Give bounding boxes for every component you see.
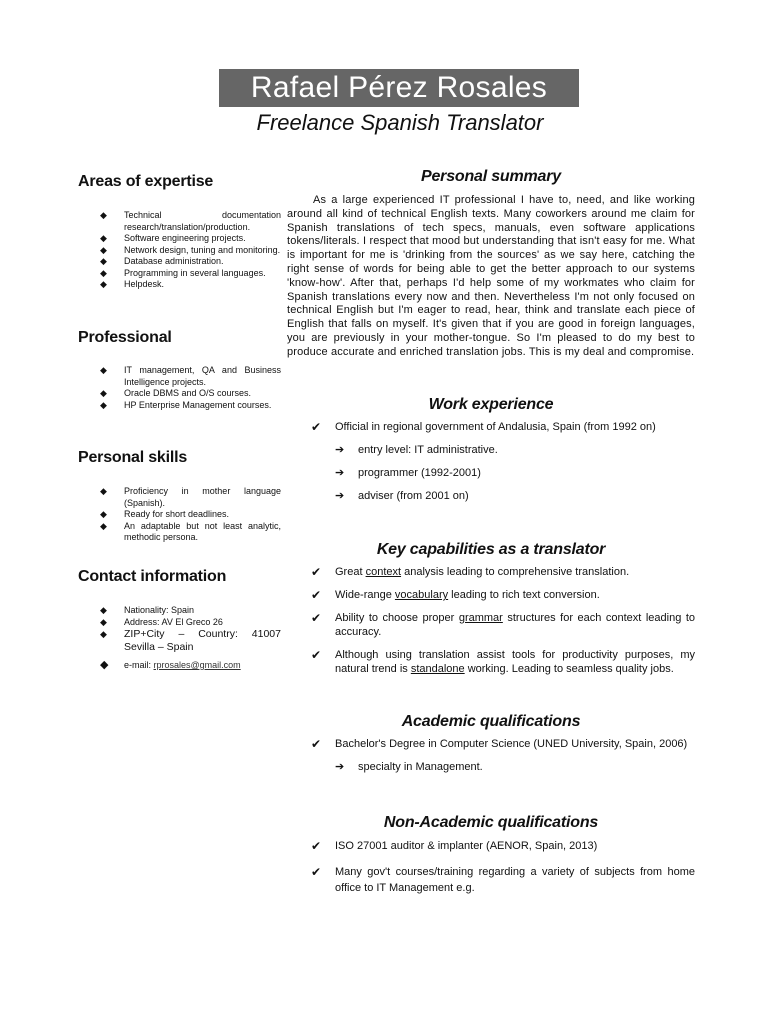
bullet-icon: ◆ [100,629,107,639]
list-item: ◆ ZIP+City – Country: 41007 Sevilla – Spain [100,628,281,653]
work-sub-item: ➔ programmer (1992-2001) [335,467,481,479]
capabilities-section [287,541,695,676]
arrow-icon: ➔ [335,761,345,773]
check-icon: ✔ [311,865,322,879]
work-sub-item: ➔ adviser (from 2001 on) [335,490,469,502]
full-name: Rafael Pérez Rosales [250,71,548,104]
bullet-icon: ◆ [100,279,107,289]
check-icon: ✔ [311,420,322,434]
check-icon: ✔ [311,588,322,602]
bullet-icon: ◆ [100,267,107,278]
nonacademic-section [287,814,695,896]
list-item: ✔ Ability to choose proper grammar structures for each context leading to accuracy. [311,611,695,638]
academic-section [287,713,695,774]
areas-list [78,210,281,291]
list-item: ◆ Programming in several languages. [100,267,266,278]
list-item: ◆ Nationality: Spain [100,605,195,615]
areas-section [78,173,281,291]
list-item: ◆ Network design, tuning and monitoring. [100,244,281,255]
academic-list [287,737,695,751]
academic-sub-item: ➔ specialty in Management. [335,761,483,773]
bullet-icon: ◆ [100,399,107,410]
professional-heading: Professional [78,329,172,346]
bullet-icon: ◆ [100,509,107,519]
list-item: ✔ Great context analysis leading to comprehensive translation. [311,565,630,579]
skills-section [78,449,281,544]
list-item: ◆ Ready for short deadlines. [100,509,230,519]
contact-section [78,568,281,672]
name-banner [219,69,579,107]
check-icon: ✔ [311,839,322,853]
list-item: ✔ Wide-range vocabulary leading to rich text conversion. [311,588,600,602]
list-item: ◆ Database administration. [100,256,224,266]
work-sub-item: ➔ entry level: IT administrative. [335,444,498,456]
list-item: ◆ Address: AV El Greco 26 [100,616,223,627]
list-item: ◆ IT management, QA and Business Intelligence projects. [100,365,281,387]
work-heading: Work experience [428,396,554,413]
contact-list [78,605,281,672]
skills-list [78,486,281,544]
capabilities-list [287,565,695,676]
summary-text: As a large experienced IT professional I have to, need, and like working around all kind of technical English texts. Many coworkers around me claim for Spanish translations of tech specs, manuals, even software applications tokens/literals. I respect that mood but understanding that isn't easy for me. What is important for me is 'drinking from the sources' as we say here, catching the right sense of words for being able to get the better approach to our systems 'know-how'. After that, perhaps I'd help some of my workmates who claim for Spanish translations every now and then. Nevertheless I'm not only focused on technical English but I'm eager to read, hear, think and translate each piece of English that falls on myself. It's given that if you are good in foreign languages, you are previously in your mother-tongue. So I'm pleased to do my best to produce accurate and enriched translation jobs. This is my deal and compromise. [287,194,695,358]
bullet-icon: ◆ [100,210,107,220]
nonacademic-heading: Non-Academic qualifications [383,814,599,831]
summary-heading: Personal summary [421,168,561,185]
check-icon: ✔ [311,648,322,662]
contact-heading: Contact information [78,568,227,585]
list-item: ✔ Many gov't courses/training regarding a variety of subjects from home office to IT Management e.g. [311,865,695,894]
bullet-icon: ◆ [100,233,107,243]
list-item: ◆ Technical documentation research/translation/production. [100,210,281,232]
arrow-icon: ➔ [335,490,345,502]
bullet-icon: ◆ [100,244,107,255]
list-item: ✔ ISO 27001 auditor & implanter (AENOR, Spain, 2013) [311,839,598,853]
email-link[interactable]: rprosales@gmail.com [153,660,241,670]
list-item: ◆ Proficiency in mother language (Spanish). [100,486,281,508]
email-item: ◆ e-mail: rprosales@gmail.com [100,659,241,671]
list-item: ✔ Official in regional government of Andalusia, Spain (from 1992 on) [311,420,656,434]
bullet-icon: ◆ [100,486,107,496]
bullet-icon: ◆ [100,659,109,671]
job-title: Freelance Spanish Translator [256,110,544,135]
list-item: ◆ Helpdesk. [100,279,165,289]
bullet-icon: ◆ [100,365,107,375]
list-item: ◆ Software engineering projects. [100,233,246,243]
list-item: ✔ Although using translation assist tools for productivity purposes, my natural trend is standalone working. Leading to seamless quality jobs. [311,648,695,675]
list-item: ◆ An adaptable but not least analytic, methodic persona. [100,520,281,542]
bullet-icon: ◆ [100,388,107,398]
nonacademic-list [287,839,695,896]
check-icon: ✔ [311,611,322,625]
work-list [287,420,695,434]
areas-heading: Areas of expertise [78,173,214,190]
capabilities-heading: Key capabilities as a translator [376,541,606,558]
list-item: ◆ HP Enterprise Management courses. [100,399,272,410]
professional-list [78,365,281,411]
bullet-icon: ◆ [100,605,107,615]
academic-heading: Academic qualifications [401,713,581,730]
check-icon: ✔ [311,565,322,579]
bullet-icon: ◆ [100,520,107,531]
arrow-icon: ➔ [335,467,345,479]
bullet-icon: ◆ [100,616,107,627]
skills-heading: Personal skills [78,449,188,466]
arrow-icon: ➔ [335,444,345,456]
bullet-icon: ◆ [100,256,107,266]
check-icon: ✔ [311,737,322,751]
professional-section [78,329,281,411]
summary-section [287,168,695,360]
work-section [287,396,695,503]
list-item: ◆ Oracle DBMS and O/S courses. [100,388,252,398]
list-item: ✔ Bachelor's Degree in Computer Science (UNED University, Spain, 2006) [311,737,688,751]
